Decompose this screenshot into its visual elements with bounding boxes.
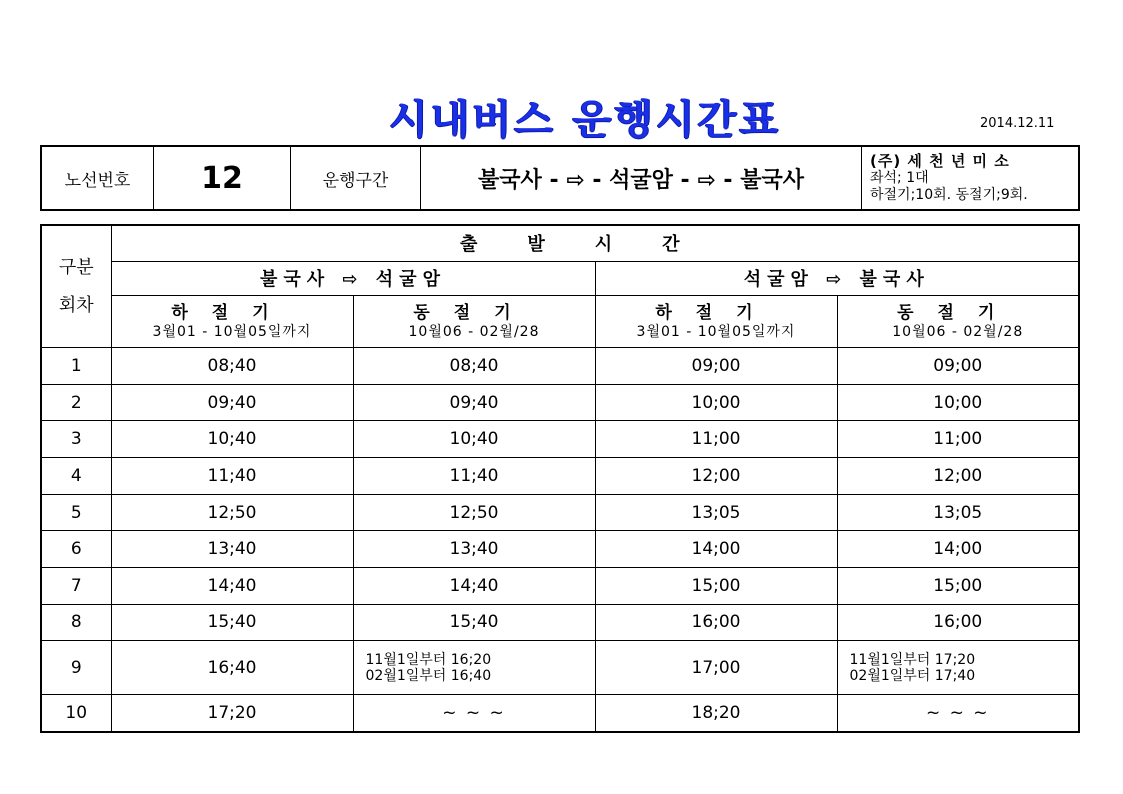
- direction-header-1: 불국사 ⇨ 석굴암: [111, 261, 595, 296]
- table-row: [41, 531, 1079, 568]
- direction-header-2: 석굴암 ⇨ 불국사: [595, 261, 1079, 296]
- winter-schedule-note: [837, 641, 1079, 695]
- no-service-cell: ~ ~ ~: [353, 695, 595, 732]
- time-cell: 11;40: [111, 458, 353, 495]
- time-cell: 15;40: [111, 604, 353, 641]
- table-row: [41, 641, 1079, 695]
- time-cell: 11;40: [353, 458, 595, 495]
- table-row: [41, 348, 1079, 385]
- time-cell: 11;00: [595, 421, 837, 458]
- season-name: 하절기: [171, 302, 293, 323]
- note-line: 02월1일부터 17;40: [849, 667, 976, 684]
- trip-number: 6: [41, 531, 111, 568]
- winter-schedule-note: [353, 641, 595, 695]
- table-row: [41, 695, 1079, 732]
- time-cell: 17;20: [111, 695, 353, 732]
- time-cell: 15;40: [353, 604, 595, 641]
- trip-count: 하절기;10회. 동절기;9회.: [870, 186, 1028, 203]
- time-cell: 16;00: [595, 604, 837, 641]
- trip-number: 1: [41, 348, 111, 385]
- time-cell: 10;40: [353, 421, 595, 458]
- time-cell: 13;05: [595, 494, 837, 531]
- side-label-trip: 회차: [58, 294, 94, 316]
- time-cell: 16;40: [111, 641, 353, 695]
- table-row: [41, 604, 1079, 641]
- timetable: [40, 224, 1080, 733]
- time-cell: 11;00: [837, 421, 1079, 458]
- time-cell: 15;00: [837, 568, 1079, 605]
- season-header: [595, 296, 837, 348]
- row-header-cell: [41, 225, 111, 348]
- time-cell: 09;40: [353, 384, 595, 421]
- company-name: (주) 세 천 년 미 소: [870, 151, 1010, 170]
- table-row: [41, 494, 1079, 531]
- time-cell: 08;40: [353, 348, 595, 385]
- table-row: [41, 568, 1079, 605]
- season-header: [111, 296, 353, 348]
- time-cell: 17;00: [595, 641, 837, 695]
- season-range: 3월01 - 10월05일까지: [152, 323, 312, 340]
- trip-number: 4: [41, 458, 111, 495]
- company-info: [862, 146, 1080, 210]
- season-range: 3월01 - 10월05일까지: [636, 323, 796, 340]
- season-name: 동절기: [413, 302, 535, 323]
- time-cell: 14;40: [111, 568, 353, 605]
- table-row: [41, 384, 1079, 421]
- trip-number: 2: [41, 384, 111, 421]
- route-number-label: 노선번호: [41, 146, 154, 210]
- route-info-table: [40, 145, 1080, 211]
- time-cell: 10;40: [111, 421, 353, 458]
- time-cell: 12;00: [837, 458, 1079, 495]
- document-date: 2014.12.11: [980, 116, 1055, 131]
- table-row: [41, 458, 1079, 495]
- trip-number: 10: [41, 695, 111, 732]
- route-section: 불국사 - ⇨ - 석굴암 - ⇨ - 불국사: [421, 146, 862, 210]
- season-header: [837, 296, 1079, 348]
- time-cell: 15;00: [595, 568, 837, 605]
- time-cell: 09;00: [837, 348, 1079, 385]
- note-line: 11월1일부터 16;20: [365, 651, 492, 668]
- season-header: [353, 296, 595, 348]
- departure-time-header: 출발시간: [111, 225, 1079, 261]
- time-cell: 13;40: [353, 531, 595, 568]
- time-cell: 18;20: [595, 695, 837, 732]
- trip-number: 7: [41, 568, 111, 605]
- trip-number: 9: [41, 641, 111, 695]
- route-number: 12: [154, 146, 291, 210]
- trip-number: 8: [41, 604, 111, 641]
- season-range: 10월06 - 02월/28: [408, 323, 540, 340]
- no-service-cell: ~ ~ ~: [837, 695, 1079, 732]
- time-cell: 14;00: [837, 531, 1079, 568]
- time-cell: 14;40: [353, 568, 595, 605]
- time-cell: 10;00: [595, 384, 837, 421]
- time-cell: 08;40: [111, 348, 353, 385]
- time-cell: 13;40: [111, 531, 353, 568]
- time-cell: 10;00: [837, 384, 1079, 421]
- note-line: 11월1일부터 17;20: [849, 651, 976, 668]
- time-cell: 13;05: [837, 494, 1079, 531]
- season-range: 10월06 - 02월/28: [892, 323, 1024, 340]
- time-cell: 12;50: [353, 494, 595, 531]
- time-cell: 09;00: [595, 348, 837, 385]
- time-cell: 14;00: [595, 531, 837, 568]
- note-line: 02월1일부터 16;40: [365, 667, 492, 684]
- trip-number: 3: [41, 421, 111, 458]
- time-cell: 09;40: [111, 384, 353, 421]
- section-label: 운행구간: [291, 146, 421, 210]
- page-title: 시내버스 운행시간표: [389, 97, 781, 143]
- time-cell: 12;50: [111, 494, 353, 531]
- time-cell: 16;00: [837, 604, 1079, 641]
- season-name: 하절기: [655, 302, 777, 323]
- trip-number: 5: [41, 494, 111, 531]
- season-name: 동절기: [897, 302, 1019, 323]
- seat-info: 좌석; 1대: [870, 169, 929, 186]
- side-label-category: 구분: [58, 256, 94, 278]
- time-cell: 12;00: [595, 458, 837, 495]
- table-row: [41, 421, 1079, 458]
